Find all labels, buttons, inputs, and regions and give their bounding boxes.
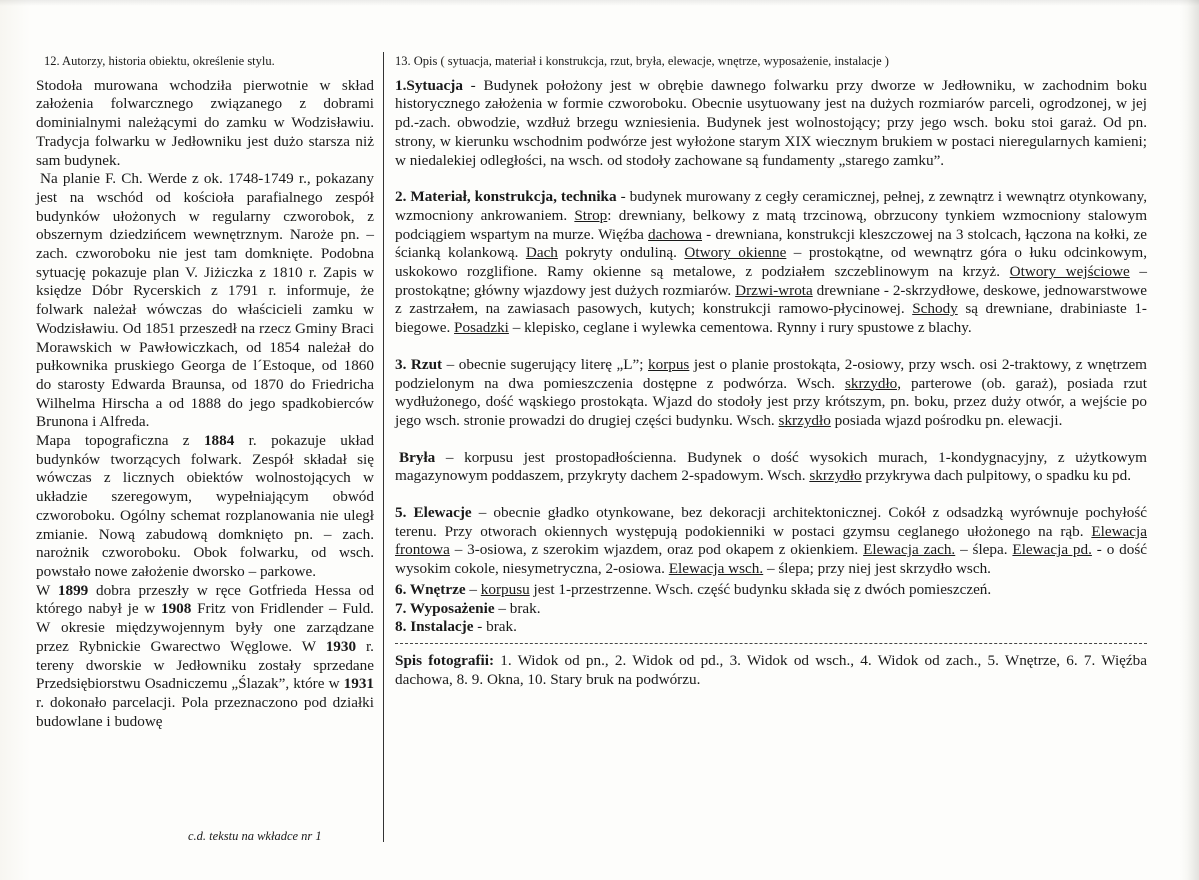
section-rzut — [395, 356, 1147, 431]
description-header: 13. Opis ( sytuacja, materiał i konstrukcja, rzut, bryła, elewacje, wnętrze, wyposażenie, instalacje ) — [395, 54, 889, 68]
section-elewacje-title: 5. Elewacje — [395, 504, 472, 522]
term-posadzki: Posadzki — [454, 319, 509, 337]
material-text: – prostokątne; główny wjazdowy jest dużych rozmiarów. — [395, 263, 1147, 299]
material-text: : drewniany, belkowy z matą trzcinową, obrzucony tynkiem wzmocniony stalowym podciągiem wspartym na murze. Więźba — [395, 206, 1148, 243]
term-otwory-okienne: Otwory okienne — [684, 244, 787, 262]
term-elewacja-zach: Elewacja zach. — [863, 541, 956, 559]
section-wyposazenie-title: 7. Wyposażenie — [395, 599, 495, 617]
history-text-4b: dobra przeszły w ręce Gotfrieda Hessa od którego nabył je w — [36, 581, 374, 618]
wnetrze-text: – — [465, 580, 481, 598]
rzut-text: posiada wjazd pośrodku pn. elewacji. — [830, 411, 1063, 429]
history-text-4c: Fritz von Fridlender – Fuld. W okresie międzywojennym były one zarządzane przez Rybnickie Gwarectwo Węglowe. W — [36, 600, 374, 655]
photo-list-title: Spis fotografii: — [395, 651, 495, 669]
instalacje-text: - brak. — [473, 618, 517, 636]
material-text: drewniane - 2-skrzydłowe, deskowe, jednowarstwowe z zastrzałem, na zawiasach pasowych, kutych; konstrukcji ramowo-płycinowej. — [395, 281, 1147, 318]
term-skrzydlo: skrzydło — [778, 411, 831, 429]
year-1908: 1908 — [160, 600, 192, 618]
section-sytuacja-text: - Budynek położony jest w obrębie dawnego folwarku przy dworze w Jedłowniku, w zachodnim boku historycznego założenia w formie czworoboku. Obecnie usytuowany jest na dużych rozmiarów parceli, ogrodzonej, w jej pd.-zach. obwodzie, wzdłuż brzegu wzniesienia. Budynek jest wolnostojący; przy jego wsch. boku stoi garaż. Od pn. strony, w kierunku wschodnim podwórze jest wyłożone starym XIX wiecznym brukiem w postaci nieregularnych kamieni; w niedalekiej odległości, na wsch. od stodoły zachowane są fundamenty „starego zamku”. — [395, 76, 1147, 169]
section-instalacje-title: 8. Instalacje — [395, 618, 474, 636]
term-schody: Schody — [912, 300, 958, 318]
scan-edge-top — [0, 0, 1199, 6]
wyposazenie-text: – brak. — [494, 599, 541, 617]
section-bryla — [395, 449, 1147, 486]
material-text: pokryty onduliną. — [557, 244, 685, 262]
section-rzut-title: 3. Rzut — [395, 355, 443, 373]
term-strop: Strop — [574, 206, 608, 224]
column-divider — [383, 52, 384, 842]
dashed-separator — [395, 643, 1147, 644]
term-elewacja-wsch: Elewacja wsch. — [668, 560, 764, 578]
description-column — [395, 52, 1147, 852]
section-material — [395, 188, 1147, 338]
rzut-text: – obecnie sugerujący literę „L”; — [442, 355, 648, 373]
term-dach: Dach — [525, 244, 558, 262]
year-1930: 1930 — [325, 637, 357, 655]
history-text-2: Na planie F. Ch. Werde z ok. 1748-1749 r., pokazany jest na wschód od kościoła parafialnego zespół budynków ułożonych w regularny czworobok, z obszernym dziedzińcem wewnętrznym. Naroże pn. – zach. czworoboku nie jest tam domknięte. Podobna sytuację pokazuje plan V. Jiżiczka z 1810 r. Zapis w księdze Dóbr Rycerskich z 1791 r. informuje, że folwark należał wówczas do właścicieli zamku w Wodzisławiu. Od 1851 przeszedł na rzecz Gminy Braci Morawskich w Pawłowiczkach, od 1854 należał do pułkownika pruskiego Georga de l´Estoque, od 1860 do starosty Edwarda Braunsa, od 1870 do Friedricha Wilhelma Hirscha a od 1888 do jego spadkobierców Brunona i Alfreda. — [36, 170, 374, 431]
year-1884: 1884 — [203, 432, 235, 450]
history-text-3b: r. pokazuje układ budynków tworzących folwark. Zespół składał się wówczas z licznych obiektów wolnostojących w układzie szeregowym, wypełniającym obwód czworoboku. Ogólny schemat rozplanowania nie uległ zmianie. Nową zabudową domknięto pn. – zach. narożnik czworoboku. Obok folwarku, od wsch. powstało nowe założenie dworsko – parkowe. — [36, 432, 375, 580]
term-korpusu: korpusu — [480, 580, 530, 598]
bryla-text: przykrywa dach pulpitowy, o spadku ku pd. — [861, 467, 1132, 485]
material-text: są drewniane, drabiniaste 1-biegowe. — [395, 300, 1147, 337]
elewacje-text: – 3-osiowa, z szerokim wjazdem, oraz pod okapem z okienkiem. — [449, 541, 864, 559]
elewacje-text: – ślepa. — [955, 541, 1013, 559]
material-text: – klepisko, ceglane i wylewka cementowa. Rynny i rury spustowe z blachy. — [508, 319, 972, 337]
section-elewacje — [395, 504, 1147, 579]
scan-edge-right — [1187, 0, 1199, 880]
section-bryla-title: Bryła — [399, 448, 436, 466]
term-elewacja-frontowa: Elewacja frontowa — [395, 522, 1147, 559]
continuation-note: c.d. tekstu na wkładce nr 1 — [188, 829, 322, 843]
history-paragraph-3 — [36, 432, 374, 582]
term-otwory-wejsciowe: Otwory wejściowe — [1009, 263, 1130, 281]
section-sytuacja — [395, 77, 1147, 171]
photo-list-text: 1. Widok od pn., 2. Widok od pd., 3. Widok od wsch., 4. Widok od zach., 5. Wnętrze, 6. 7. Więźba dachowa, 8. 9. Okna, 10. Stary bruk na podwórzu. — [395, 651, 1148, 688]
section-wyposazenie — [395, 600, 1147, 619]
section-sytuacja-title: 1.Sytuacja — [395, 76, 463, 94]
term-drzwi-wrota: Drzwi-wrota — [735, 281, 813, 299]
elewacje-text: – obecnie gładko otynkowane, bez dekoracji architektonicznej. Cokół z odsadzką wyrównuje pochyłość terenu. Przy otworach okiennych występują podokienniki w postaci gzymsu ceglanego ułożonego na rąb. — [395, 504, 1147, 540]
year-1899: 1899 — [57, 581, 89, 599]
term-korpus: korpus — [648, 355, 690, 373]
material-text: - drewniana, konstrukcji kleszczowej na 3 stolcach, łączona na kołki, ze ścianką kolankową. — [395, 225, 1147, 262]
history-text-1: Stodoła murowana wchodziła pierwotnie w skład założenia folwarcznego związanego z dobrami dominialnymi należącymi do zamku w Wodzisławiu. Tradycja folwarku w Jedłowniku jest dużo starsza niż sam budynek. — [36, 76, 374, 169]
history-text-4a: W — [36, 581, 58, 599]
elewacje-text: – ślepa; przy niej jest skrzydło wsch. — [763, 560, 991, 578]
material-text: – prostokątne, od wewnątrz góra o łuku odcinkowym, uskokowo rozglifione. Ramy okienne są metalowe, z podziałem szczeblinowym na krzyż. — [395, 244, 1147, 281]
section-wnetrze-title: 6. Wnętrze — [395, 580, 466, 598]
history-column — [36, 52, 374, 852]
rzut-text: parterowe (ob. garaż), posiada rzut wydłużonego, dość wąskiego prostokąta. Wjazd do stodoły jest przy krótszym, pn. boku, przez duży otwór, a wejście po jego wsch. stronie prowadzi do drugiej części budynku. Wsch. — [395, 374, 1147, 429]
history-text-3a: Mapa topograficzna z — [36, 432, 204, 450]
history-paragraph-1 — [36, 77, 374, 171]
bryla-text: – korpusu jest prostopadłościenna. Budynek o dość wysokich murach, 1-kondygnacyjny, z użytkowym magazynowym poddaszem, przykryty dachem 2-spadowym. Wsch. — [395, 448, 1147, 485]
section-material-title: 2. Materiał, konstrukcja, technika — [395, 188, 617, 206]
history-paragraph-2 — [36, 170, 374, 432]
wnetrze-text: jest 1-przestrzenne. Wsch. część budynku składa się z dwóch pomieszczeń. — [529, 580, 992, 598]
elewacje-text: - o dość wysokim cokole, niesymetryczna, 2-osiowa. — [395, 541, 1148, 578]
year-1931: 1931 — [343, 675, 374, 693]
history-text-4d: r. tereny dworskie w Jedłowniku zostały sprzedane Przedsiębiorstwu Osadniczemu „Ślazak”, które w — [36, 637, 374, 693]
term-skrzydlo: skrzydło — [809, 467, 862, 485]
term-dachowa: dachowa — [648, 225, 703, 243]
history-paragraph-4 — [36, 582, 374, 732]
term-elewacja-pd: Elewacja pd. — [1012, 541, 1092, 559]
term-skrzydlo: skrzydło, — [844, 374, 902, 392]
section-instalacje — [395, 618, 1147, 637]
photo-list — [395, 652, 1147, 689]
material-text: - budynek murowany z cegły ceramicznej, pełnej, z zewnątrz i wewnątrz otynkowany, wzmocniony ankrowaniem. — [395, 188, 1147, 224]
rzut-text: jest o planie prostokąta, 2-osiowy, przy wsch. osi 2-traktowy, z wnętrzem podzielonym na dwa pomieszczenia dostępne z podwórza. Wsch. — [395, 355, 1147, 392]
history-text-4e: r. dokonało parcelacji. Pola przeznaczono pod działki budowlane i budowę — [36, 693, 374, 730]
section-wnetrze — [395, 581, 1147, 600]
history-header: 12. Autorzy, historia obiektu, określenie stylu. — [44, 54, 275, 68]
